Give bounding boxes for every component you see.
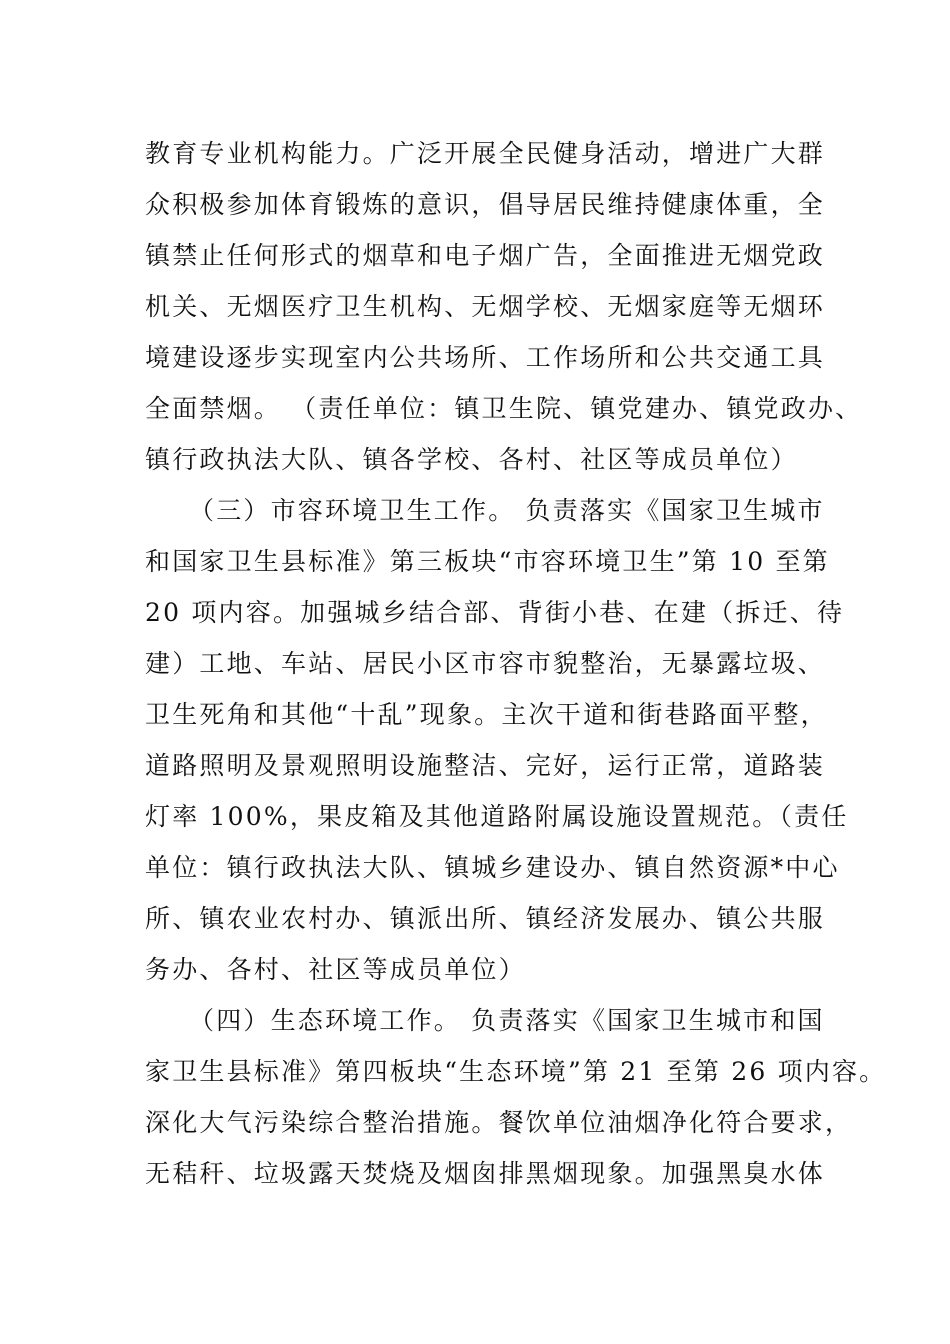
section-heading-line: （三）市容环境卫生工作。 负责落实《国家卫生城市 bbox=[189, 496, 825, 525]
text-line: 卫生死角和其他“十乱”现象。主次干道和街巷路面平整， bbox=[145, 700, 828, 729]
text-line: 镇行政执法大队、镇各学校、各村、社区等成员单位） bbox=[145, 445, 798, 474]
text-line: 机关、无烟医疗卫生机构、无烟学校、无烟家庭等无烟环 bbox=[145, 292, 826, 321]
text-line: 道路照明及景观照明设施整洁、完好，运行正常，道路装 bbox=[145, 751, 826, 780]
text-line: 务办、各村、社区等成员单位） bbox=[145, 955, 526, 984]
text-line: 所、镇农业农村办、镇派出所、镇经济发展办、镇公共服 bbox=[145, 904, 826, 933]
text-line: 和国家卫生县标准》第三板块“市容环境卫生”第 10 至第 bbox=[145, 547, 830, 576]
section-heading-line: （四）生态环境工作。 负责落实《国家卫生城市和国 bbox=[189, 1006, 825, 1035]
text-line: 无秸秆、垃圾露天焚烧及烟囱排黑烟现象。加强黑臭水体 bbox=[145, 1159, 826, 1188]
text-line: 建）工地、车站、居民小区市容市貌整治，无暴露垃圾、 bbox=[145, 649, 826, 678]
text-line: 家卫生县标准》第四板块“生态环境”第 21 至第 26 项内容。 bbox=[145, 1057, 887, 1086]
text-line: 单位：镇行政执法大队、镇城乡建设办、镇自然资源*中心 bbox=[145, 853, 840, 882]
text-line: 众积极参加体育锻炼的意识，倡导居民维持健康体重，全 bbox=[145, 190, 826, 219]
body-text bbox=[145, 128, 887, 1199]
text-line: 境建设逐步实现室内公共场所、工作场所和公共交通工具 bbox=[145, 343, 826, 372]
text-line: 全面禁烟。 （责任单位：镇卫生院、镇党建办、镇党政办、 bbox=[145, 394, 863, 423]
text-line: 深化大气污染综合整治措施。餐饮单位油烟净化符合要求， bbox=[145, 1108, 853, 1137]
text-line: 灯率 100%，果皮箱及其他道路附属设施设置规范。（责任 bbox=[145, 802, 849, 831]
text-line: 镇禁止任何形式的烟草和电子烟广告，全面推进无烟党政 bbox=[145, 241, 826, 270]
text-line: 20 项内容。加强城乡结合部、背街小巷、在建（拆迁、待 bbox=[145, 598, 845, 627]
text-line: 教育专业机构能力。广泛开展全民健身活动，增进广大群 bbox=[145, 139, 826, 168]
